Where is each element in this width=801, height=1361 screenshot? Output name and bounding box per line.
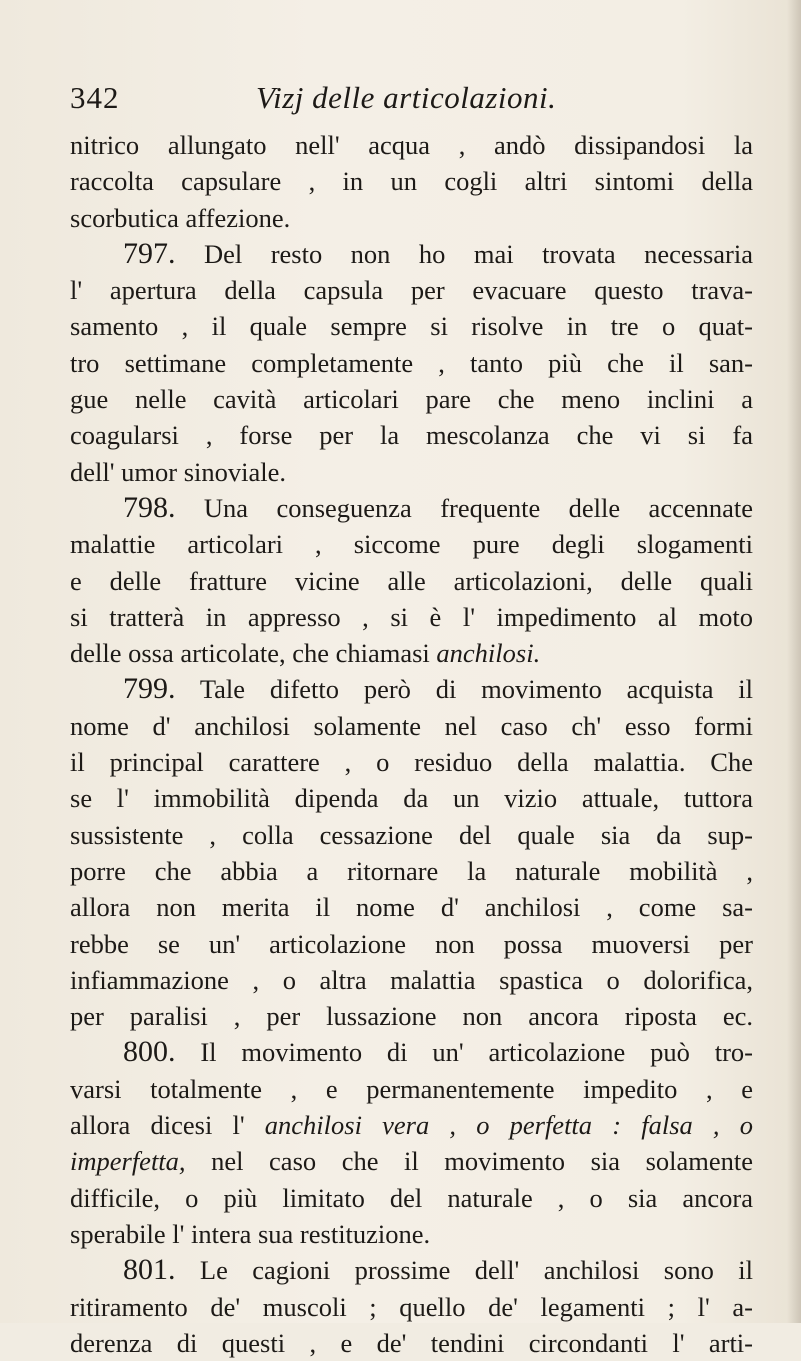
text-line	[70, 563, 753, 599]
text-line	[70, 272, 753, 308]
text-line	[70, 345, 753, 381]
text-line	[70, 526, 753, 562]
text-line	[70, 1143, 753, 1179]
text-line	[70, 1289, 753, 1325]
line-text: si tratterà in appresso , si è l' impedimento al moto	[70, 601, 753, 632]
line-text: nitrico allungato nell' acqua , andò dissipandosi la	[70, 130, 753, 160]
text-line	[70, 308, 753, 344]
running-head: Vizj delle articolazioni.	[256, 80, 557, 115]
paragraph-number: 799.	[123, 672, 176, 706]
page-number: 342	[70, 80, 120, 115]
line-text: allora dicesi l'	[70, 1110, 265, 1141]
text-line	[70, 744, 753, 780]
line-text: Il movimento di un' articolazione può tro-	[175, 1037, 753, 1068]
line-text: nome d' anchilosi solamente nel caso ch' esso formi	[70, 710, 753, 741]
text-line	[70, 490, 753, 526]
text-line	[70, 1107, 753, 1143]
paragraph-number: 798.	[123, 490, 176, 524]
text-line	[70, 381, 753, 417]
line-text: derenza di questi , e de' tendini circondanti l' arti-	[70, 1327, 753, 1358]
line-text: allora non merita il nome d' anchilosi , come sa-	[70, 892, 753, 923]
italic-term: imperfetta,	[70, 1146, 186, 1177]
page-header	[70, 78, 750, 118]
paragraph-number: 797.	[123, 236, 176, 270]
text-line	[70, 599, 753, 635]
line-text: varsi totalmente , e permanentemente impedito , e	[70, 1073, 753, 1104]
text-line	[70, 417, 753, 453]
line-text: scorbutica affezione.	[70, 202, 291, 233]
line-text: ritiramento de' muscoli ; quello de' legamenti ; l' a-	[70, 1291, 753, 1322]
line-text: e delle fratture vicine alle articolazioni, delle quali	[70, 565, 753, 596]
text-line	[70, 1216, 753, 1252]
line-text: coagularsi , forse per la mescolanza che vi si fa	[70, 420, 753, 451]
line-text: porre che abbia a ritornare la naturale mobilità ,	[70, 855, 753, 886]
line-text: nel caso che il movimento sia solamente	[185, 1146, 753, 1177]
line-text: infiammazione , o altra malattia spastica o dolorifica,	[70, 964, 753, 995]
line-text: difficile, o più limitato del naturale , o sia ancora	[70, 1182, 753, 1213]
text-line	[70, 163, 753, 199]
text-line	[70, 962, 753, 998]
line-text: Tale difetto però di movimento acquista il	[175, 674, 753, 705]
text-line	[70, 998, 753, 1034]
line-text: raccolta capsulare , in un cogli altri sintomi della	[70, 166, 753, 197]
line-text: delle ossa articolate, che chiamasi	[70, 638, 437, 669]
text-line	[70, 889, 753, 925]
text-line	[70, 853, 753, 889]
text-line	[70, 236, 753, 272]
line-text: samento , il quale sempre si risolve in tre o quat-	[70, 311, 753, 342]
line-text: l' apertura della capsula per evacuare questo trava-	[70, 275, 753, 306]
line-text: Le cagioni prossime dell' anchilosi sono il	[175, 1255, 753, 1286]
line-text: sussistente , colla cessazione del quale sia da sup-	[70, 819, 753, 850]
line-text: Del resto non ho mai trovata necessaria	[175, 238, 753, 269]
text-line	[70, 635, 753, 671]
line-text: per paralisi , per lussazione non ancora riposta ec.	[70, 1001, 753, 1032]
text-line	[70, 926, 753, 962]
text-line	[70, 1180, 753, 1216]
text-line	[70, 1252, 753, 1288]
line-text: Una conseguenza frequente delle accennate	[175, 492, 753, 523]
paragraph-number: 801.	[123, 1253, 176, 1287]
text-line	[70, 1034, 753, 1070]
text-line	[70, 817, 753, 853]
paragraph-number: 800.	[123, 1035, 176, 1069]
line-text: sperabile l' intera sua restituzione.	[70, 1218, 431, 1249]
text-line	[70, 1325, 753, 1361]
text-line	[70, 671, 753, 707]
line-text: malattie articolari , siccome pure degli slogamenti	[70, 529, 753, 560]
text-line	[70, 708, 753, 744]
text-line	[70, 1071, 753, 1107]
line-text: dell' umor sinoviale.	[70, 456, 286, 487]
italic-term: anchilosi.	[436, 638, 541, 669]
italic-term: anchilosi vera , o perfetta : falsa , o	[264, 1110, 753, 1141]
line-text: tro settimane completamente , tanto più che il san-	[70, 347, 753, 378]
line-text: se l' immobilità dipenda da un vizio attuale, tuttora	[70, 783, 753, 814]
text-line	[70, 200, 753, 236]
text-line	[70, 454, 753, 490]
line-text: gue nelle cavità articolari pare che meno inclini a	[70, 384, 753, 415]
page-edge-shadow	[787, 0, 801, 1323]
line-text: rebbe se un' articolazione non possa muoversi per	[70, 928, 753, 959]
text-line	[70, 780, 753, 816]
page-body-text	[70, 127, 753, 1361]
text-line	[70, 127, 753, 163]
line-text: il principal carattere , o residuo della malattia. Che	[70, 747, 753, 778]
